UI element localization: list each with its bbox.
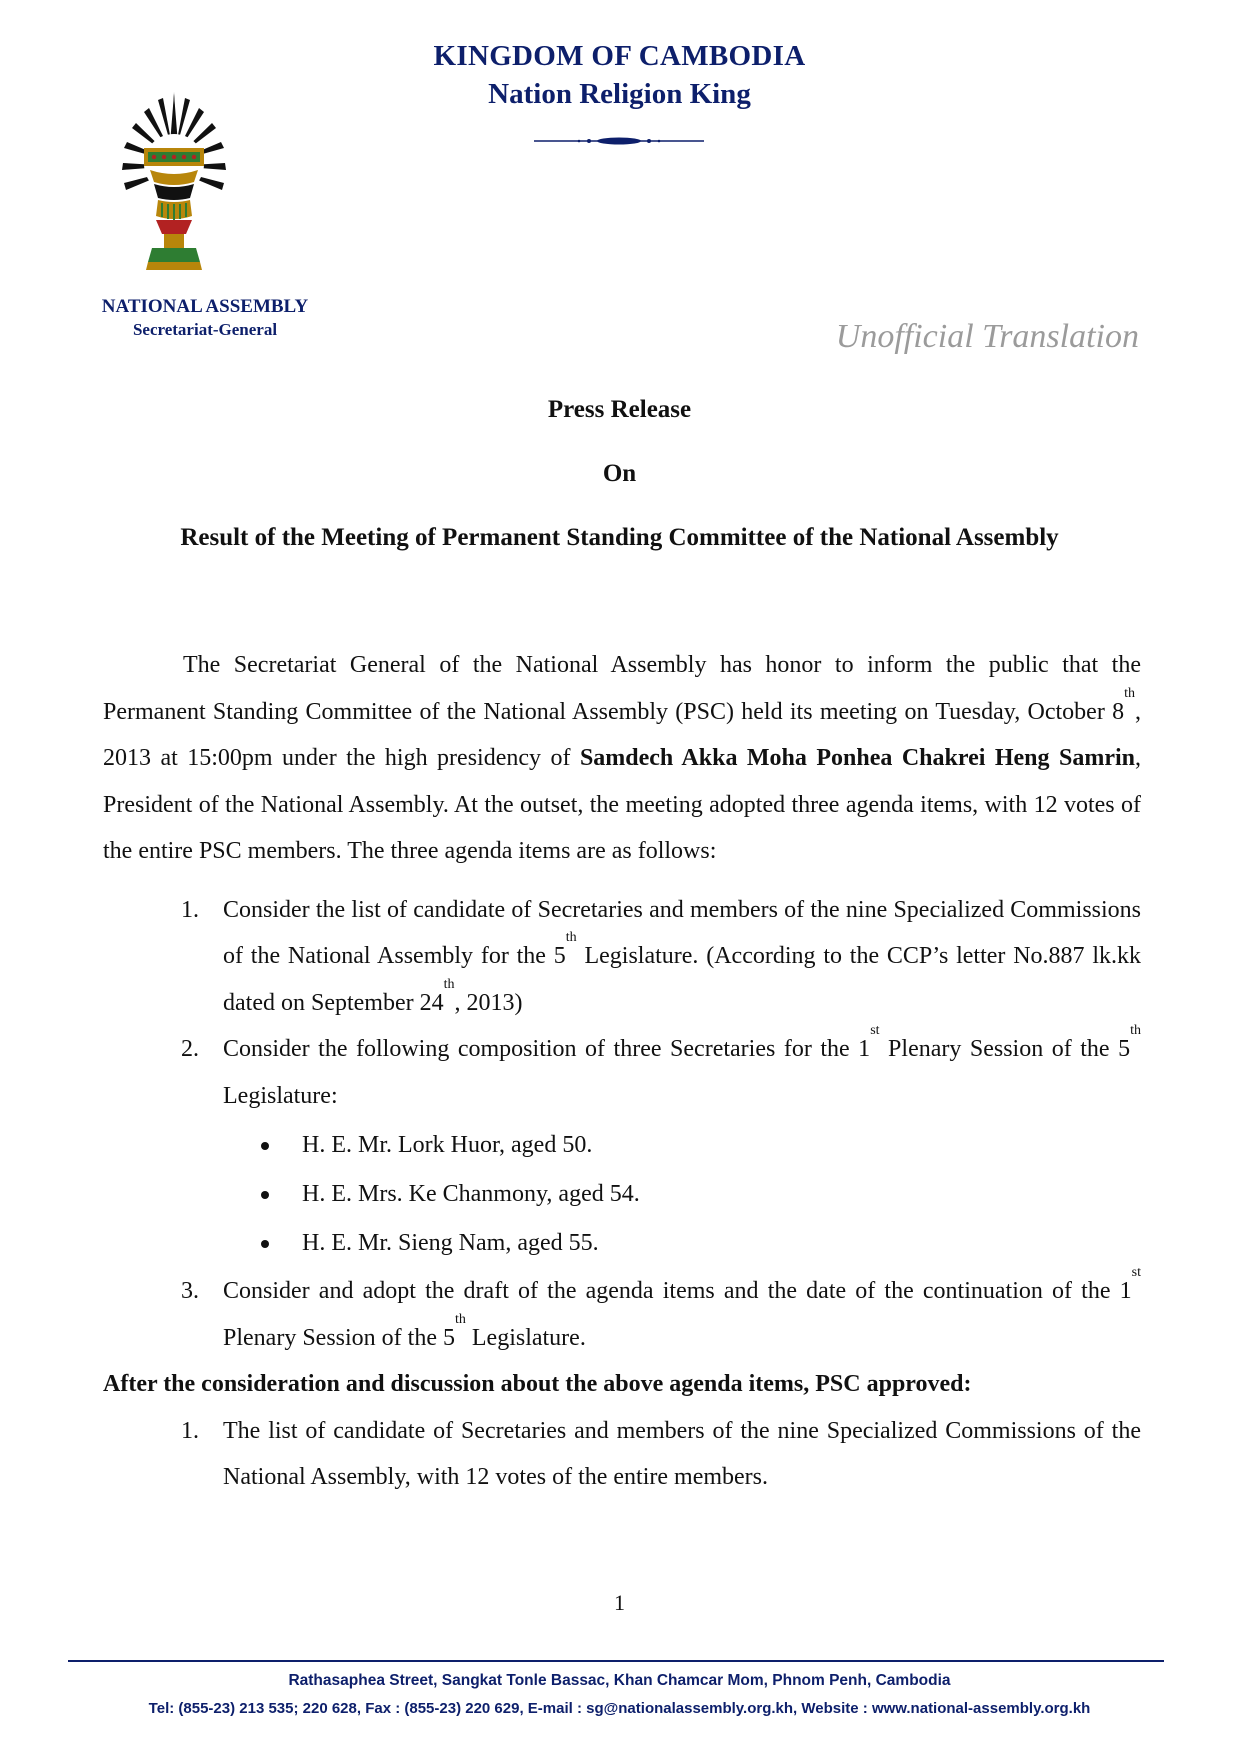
intro-text-1: The Secretariat General of the National Assembly has honor to inform the public that the Permanent Standing Committee of the National Assembly (PSC) held its meeting on Tuesday, October 8 [103, 652, 1141, 725]
secretary-3: H. E. Mr. Sieng Nam, aged 55. [302, 1230, 599, 1256]
agenda-item-3-text-b: Plenary Session of the 5 [223, 1324, 455, 1351]
ornamental-divider [534, 136, 704, 146]
list-item [103, 1121, 1141, 1170]
footer-address: Rathasaphea Street, Sangkat Tonle Bassac, Khan Chamcar Mom, Phnom Penh, Cambodia [288, 1672, 951, 1689]
unofficial-translation-watermark: Unofficial Translation [835, 318, 1139, 355]
bullet-icon [261, 1240, 269, 1248]
secretary-1: H. E. Mr. Lork Huor, aged 50. [302, 1132, 593, 1158]
list-item [103, 1219, 1141, 1268]
agenda-item-2-text-a: Consider the following composition of three Secretaries for the 1 [223, 1036, 871, 1062]
agenda-list-continued [103, 1265, 1141, 1361]
intro-paragraph [103, 642, 1141, 875]
national-assembly-seal-icon [118, 86, 230, 286]
agenda-item-1-sup-a: th [565, 930, 577, 945]
agenda-item-3-sup-a: st [1131, 1265, 1141, 1280]
page-number: 1 [614, 1590, 625, 1615]
intro-text-2: , 2013 at 15:00pm under the high presidency of [103, 698, 1141, 771]
agenda-item-3-number: 3. [181, 1278, 199, 1304]
secretaries-list [103, 1121, 1141, 1268]
president-name: Samdech Akka Moha Ponhea Chakrei Heng Samrin [579, 745, 1135, 771]
approval-item-1-number: 1. [181, 1417, 199, 1444]
agenda-item-2-text-b: Plenary Session of the 5 [879, 1036, 1131, 1062]
agenda-item-1-text-b: Legislature. (According to the CCP’s letter No.887 lk.kk dated on September 24 [223, 943, 1141, 1016]
institution-office: Secretariat-General [132, 320, 278, 339]
document-title-line1: Press Release [547, 396, 692, 423]
bullet-icon [261, 1142, 269, 1150]
agenda-item-2-sup-a: st [870, 1023, 880, 1038]
agenda-item-1 [103, 887, 1141, 1027]
document-title-line2: On [602, 460, 637, 487]
intro-text-3: , President of the National Assembly. At the outset, the meeting adopted three agenda items, with 12 votes of the entire PSC members. The three agenda items are as follows: [103, 745, 1141, 864]
agenda-list [103, 887, 1141, 1120]
document-body [103, 642, 1141, 1501]
agenda-item-2-text-c: Legislature: [223, 1082, 338, 1109]
agenda-item-3 [103, 1265, 1141, 1361]
letterhead-motto: Nation Religion King [488, 78, 751, 110]
agenda-item-1-text-a: Consider the list of candidate of Secretaries and members of the nine Specialized Commissions of the National Assembly for the 5 [223, 896, 1141, 969]
agenda-item-2-sup-b: th [1130, 1023, 1141, 1038]
approval-item-1 [103, 1408, 1141, 1501]
institution-name: NATIONAL ASSEMBLY [101, 296, 309, 317]
intro-sup-1: th [1124, 685, 1135, 701]
secretary-2: H. E. Mrs. Ke Chanmony, aged 54. [302, 1181, 640, 1207]
agenda-item-2-number: 2. [181, 1036, 199, 1062]
agenda-item-2 [103, 1023, 1141, 1119]
agenda-item-1-sup-b: th [443, 976, 455, 992]
letterhead-title: KINGDOM OF CAMBODIA [433, 40, 806, 72]
bullet-icon [261, 1191, 269, 1199]
list-item [103, 1170, 1141, 1219]
footer-contact: Tel: (855-23) 213 535; 220 628, Fax : (855-23) 220 629, E-mail : sg@nationalassembly.org.kh, Website : www.national-assembly.org.kh [148, 1700, 1091, 1717]
agenda-item-3-text-a: Consider and adopt the draft of the agenda items and the date of the continuation of the 1 [223, 1278, 1132, 1304]
agenda-item-1-number: 1. [181, 896, 199, 923]
document-title-line3: Result of the Meeting of Permanent Standing Committee of the National Assembly [180, 524, 1059, 551]
agenda-item-1-text-c: , 2013) [454, 989, 523, 1016]
approval-item-1-text: The list of candidate of Secretaries and members of the nine Specialized Commissions of the National Assembly, with 12 votes of the entire members. [223, 1417, 1141, 1490]
agenda-item-3-text-c: Legislature. [465, 1324, 586, 1351]
footer-divider [68, 1660, 1164, 1662]
agenda-item-3-sup-b: th [454, 1311, 466, 1327]
approval-heading: After the consideration and discussion about the above agenda items, PSC approved: [103, 1371, 972, 1397]
approval-list [103, 1408, 1141, 1501]
